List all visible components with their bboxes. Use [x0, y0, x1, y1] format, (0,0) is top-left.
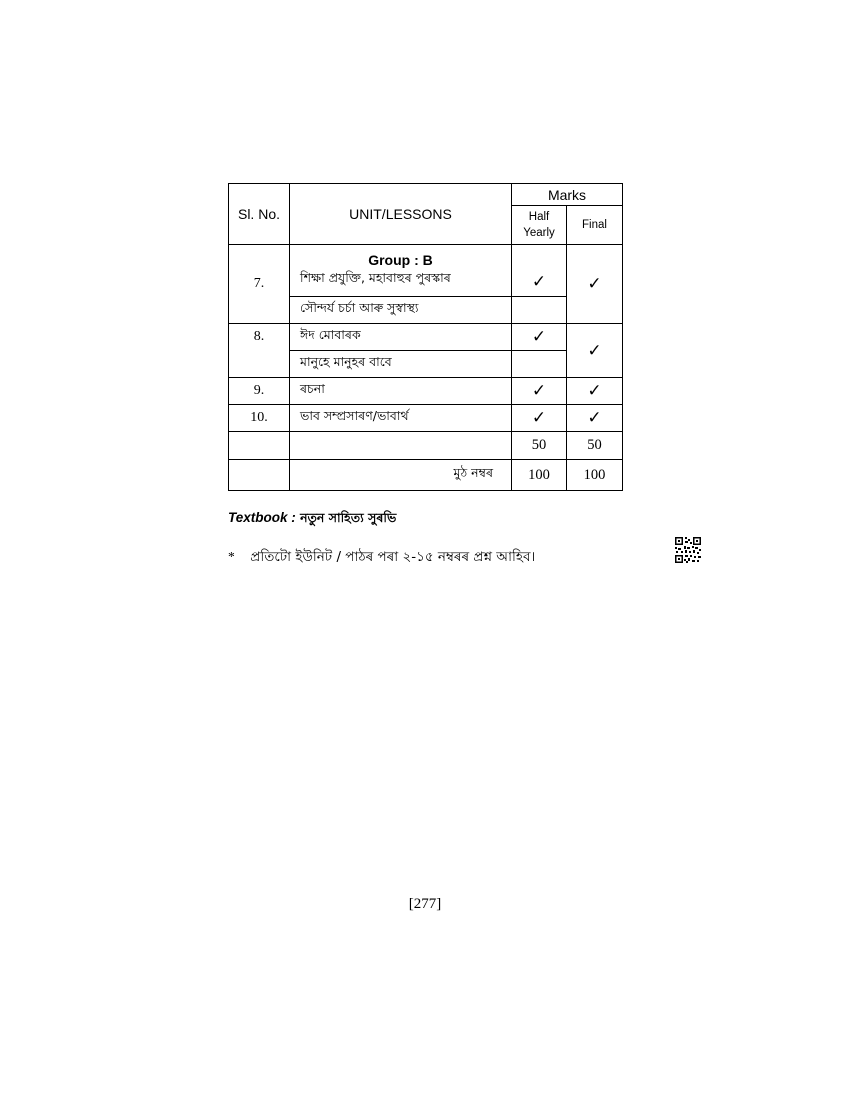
empty-cell [290, 432, 512, 460]
subtotal-final: 50 [567, 432, 623, 460]
lesson-name: ভাব সম্প্ৰসাৰণ/ভাবাৰ্থ [290, 405, 512, 432]
final-tick: ✓ [567, 324, 623, 378]
qr-code-icon[interactable] [675, 537, 701, 563]
lesson-cell [290, 245, 512, 297]
final-tick: ✓ [567, 378, 623, 405]
lesson-name: সৌন্দৰ্য চৰ্চা আৰু সুস্বাস্থ্য [290, 297, 512, 324]
lesson-name: ৰচনা [290, 378, 512, 405]
sl-no-10: 10. [229, 405, 290, 432]
half-yearly-tick: ✓ [512, 378, 567, 405]
lesson-name: শিক্ষা প্ৰযুক্তি, মহাবাহুৰ পুৰস্কাৰ [300, 270, 451, 285]
final-tick: ✓ [567, 405, 623, 432]
header-half-yearly [512, 206, 567, 245]
header-marks: Marks [512, 184, 623, 206]
half-yearly-tick: ✓ [512, 405, 567, 432]
half-yearly-tick: ✓ [512, 245, 567, 297]
final-tick: ✓ [567, 245, 623, 324]
half-yearly-empty [512, 351, 567, 378]
lesson-name: মানুহে মানুহৰ বাবে [290, 351, 512, 378]
sl-no-8 [229, 324, 290, 378]
sl-no-7 [229, 245, 290, 324]
footnote [228, 546, 535, 569]
group-title: Group : B [368, 252, 433, 268]
half-yearly-tick: ✓ [512, 324, 567, 351]
footnote-text: প্ৰতিটো ইউনিট / পাঠৰ পৰা ২-১৫ নম্বৰৰ প্ৰশ্ন আহিব। [250, 549, 536, 565]
subtotal-half-yearly: 50 [512, 432, 567, 460]
textbook-title: নতুন সাহিত্য সুৰভি [300, 510, 397, 525]
lesson-name: ঈদ মোবাৰক [290, 324, 512, 351]
header-final: Final [567, 206, 623, 245]
footnote-marker: * [228, 549, 235, 564]
marks-distribution-table [228, 183, 623, 491]
header-half-yearly-label: Half Yearly [523, 211, 555, 239]
textbook-line [228, 510, 396, 530]
sl-no-9: 9. [229, 378, 290, 405]
total-final: 100 [567, 460, 623, 491]
page-number: [277] [408, 896, 442, 912]
half-yearly-empty [512, 297, 567, 324]
empty-cell [229, 460, 290, 491]
sl-no-8-text: 8. [253, 329, 265, 344]
header-unit-lessons: UNIT/LESSONS [290, 184, 512, 245]
sl-no-7-text: 7. [253, 276, 265, 291]
total-half-yearly: 100 [512, 460, 567, 491]
total-label: মুঠ নম্বৰ [290, 460, 512, 491]
textbook-label: Textbook : [228, 510, 296, 525]
empty-cell [229, 432, 290, 460]
header-sl-no: Sl. No. [229, 184, 290, 245]
